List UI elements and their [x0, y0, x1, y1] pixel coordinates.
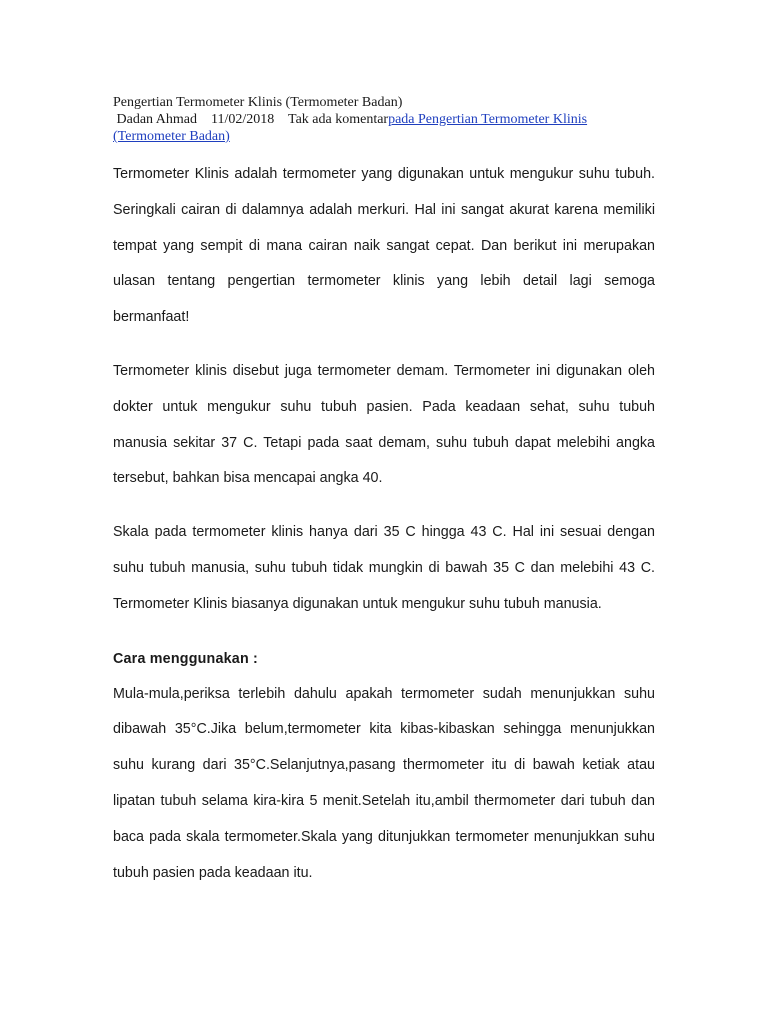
comments-link-part1[interactable]: pada Pengertian Termometer Klinis — [388, 112, 588, 127]
post-meta — [113, 111, 653, 128]
post-meta-continued — [113, 128, 653, 145]
paragraph-usage: Mula-mula,periksa terlebih dahulu apakah termometer sudah menunjukkan suhu dibawah 35°C.Jika belum,termometer kita kibas-kibaskan sehingga menunjukkan suhu kurang dari 35°C.Selanjutnya,pasang thermometer itu di bawah ketiak atau lipatan tubuh selama kira-kira 5 menit.Setelah itu,ambil thermometer dari tubuh dan baca pada skala termometer.Skala yang ditunjukkan termometer menunjukkan suhu tubuh pasien pada keadaan itu. — [113, 685, 655, 881]
document-title: Pengertian Termometer Klinis (Termometer Badan) — [113, 95, 403, 110]
article-body — [113, 157, 655, 891]
document-header — [113, 94, 653, 145]
comments-link-part2[interactable]: (Termometer Badan) — [113, 129, 230, 144]
comments-count: Tak ada komentar — [288, 112, 389, 127]
paragraph-fever-thermometer: Termometer klinis disebut juga termometer demam. Termometer ini digunakan oleh dokter untuk mengukur suhu tubuh pasien. Pada keadaan sehat, suhu tubuh manusia sekitar 37 C. Tetapi pada saat demam, suhu tubuh dapat melebihi angka tersebut, bahkan bisa mencapai angka 40. — [113, 362, 655, 487]
section-heading: Cara menggunakan : — [113, 650, 259, 667]
paragraph-scale: Skala pada termometer klinis hanya dari 35 C hingga 43 C. Hal ini sesuai dengan suhu tubuh manusia, suhu tubuh tidak mungkin di bawah 35 C dan melebihi 43 C. Termometer Klinis biasanya digunakan untuk mengukur suhu tubuh manusia. — [113, 524, 655, 612]
post-date: 11/02/2018 — [210, 112, 275, 127]
author-name: Dadan Ahmad — [116, 112, 197, 127]
paragraph-intro: Termometer Klinis adalah termometer yang digunakan untuk mengukur suhu tubuh. Seringkali cairan di dalamnya adalah merkuri. Hal ini sangat akurat karena memiliki tempat yang sempit di mana cairan naik sangat cepat. Dan berikut ini merupakan ulasan tentang pengertian termometer klinis yang lebih detail lagi semoga bermanfaat! — [113, 166, 655, 326]
